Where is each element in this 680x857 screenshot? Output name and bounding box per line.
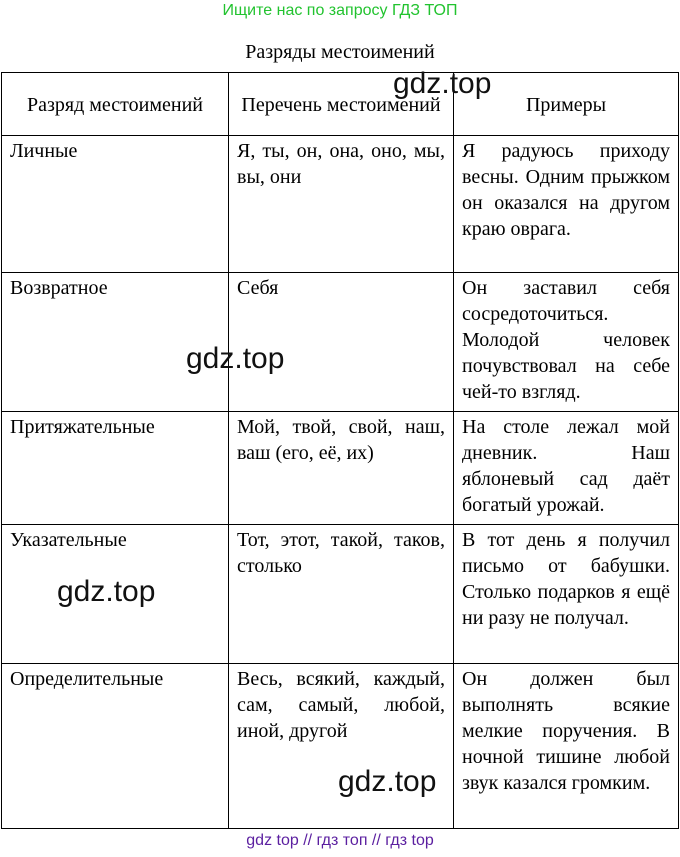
watermark: gdz.top — [393, 67, 492, 100]
top-banner: Ищите нас по запросу ГДЗ ТОП — [222, 2, 458, 19]
row-examples: Он должен был выполнять всякие мелкие поручения. В ночной тишине любой звук казался громким. — [454, 664, 679, 829]
row-list: Я, ты, он, она, оно, мы, вы, они — [229, 136, 454, 273]
page-title: Разряды местоимений — [245, 41, 435, 63]
header-examples: Примеры — [454, 73, 679, 136]
watermark: gdz.top — [338, 765, 437, 798]
table-row — [2, 525, 679, 664]
row-examples: На столе лежал мой дневник. Наш яблоневый сад даёт богатый урожай. — [454, 412, 679, 525]
table-row — [2, 412, 679, 525]
pronoun-categories-table — [1, 72, 679, 829]
watermark: gdz.top — [186, 342, 285, 375]
row-category: Притяжательные — [2, 412, 229, 525]
bottom-banner: gdz top // гдз топ // гдз top — [246, 832, 434, 849]
row-list: Себя — [229, 273, 454, 412]
header-category: Разряд местоимений — [2, 73, 229, 136]
row-list: Мой, твой, свой, наш, ваш (его, её, их) — [229, 412, 454, 525]
table-row — [2, 136, 679, 273]
table-row — [2, 273, 679, 412]
table-row — [2, 664, 679, 829]
row-examples: Я радуюсь приходу весны. Одним прыжком он оказался на другом краю оврага. — [454, 136, 679, 273]
header-list: Перечень местоимений — [229, 73, 454, 136]
row-list: Тот, этот, такой, таков, столько — [229, 525, 454, 664]
row-examples: Он заставил себя сосредоточиться. Молодой человек почувствовал на себе чей-то взгляд. — [454, 273, 679, 412]
watermark: gdz.top — [57, 575, 156, 608]
row-category: Определительные — [2, 664, 229, 829]
row-examples: В тот день я получил письмо от бабушки. Столько подарков я ещё ни разу не получал. — [454, 525, 679, 664]
row-category: Возвратное — [2, 273, 229, 412]
row-list: Весь, всякий, каждый, сам, самый, любой, иной, другой — [229, 664, 454, 829]
table-header-row — [2, 73, 679, 136]
row-category: Личные — [2, 136, 229, 273]
row-category: Указательные — [2, 525, 229, 664]
